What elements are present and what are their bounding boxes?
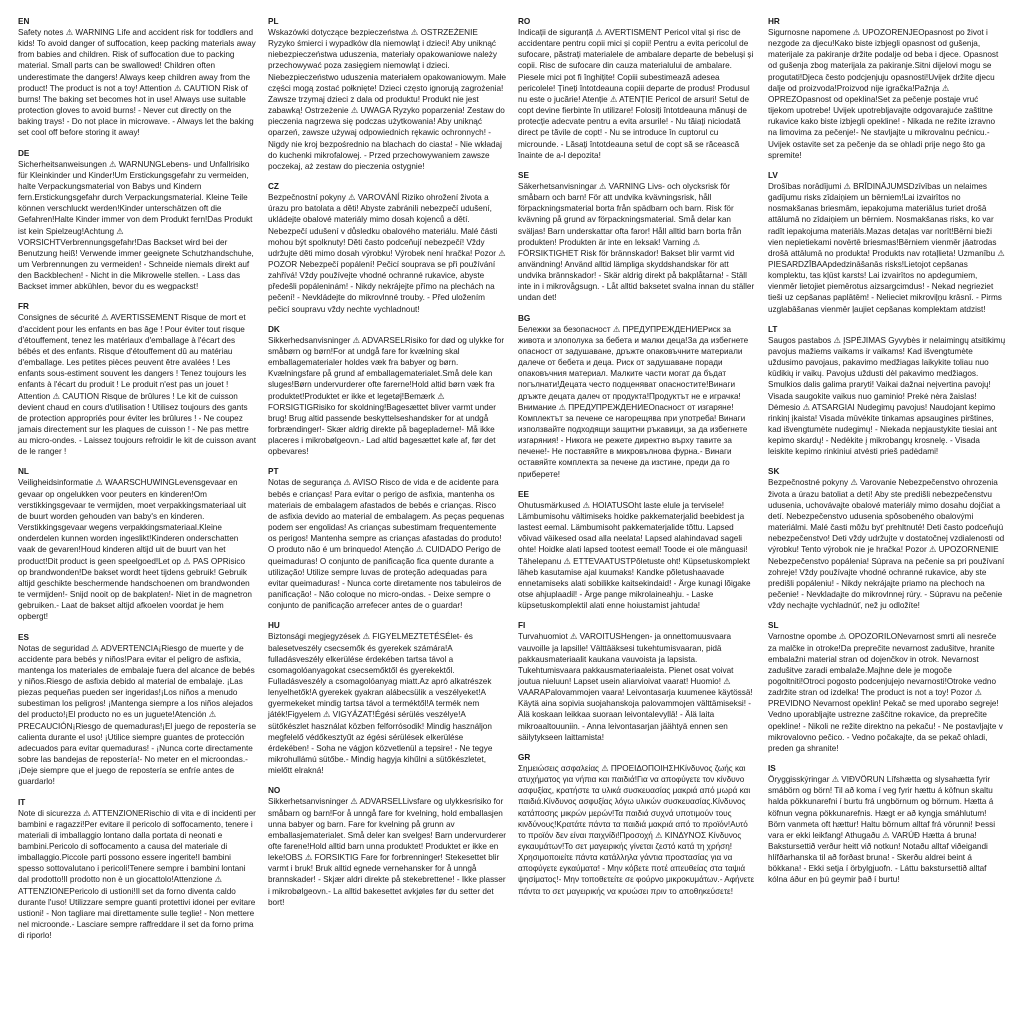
language-section-es xyxy=(18,632,256,788)
language-code: SE xyxy=(518,170,529,180)
text-column-1 xyxy=(18,16,256,1024)
language-section-ro xyxy=(518,16,756,161)
language-code: LT xyxy=(768,324,778,334)
safety-text: Notas de seguridad ⚠ ADVERTENCIA¡Riesgo de muerte y de accidente para bebés y niños!Para evitar el peligro de asfixia, mantenga los materiales de embalaje fuera del alcance de bebés y niños.Riesgo de asfixia debido al material de embalaje. ¡Las piezas pequeñas pueden ser ingeridas!¡Los niños a menudo subestiman los peligros! ¡Mantenga siempre a los niños alejados del producto!¡El producto no es un juguete!Atención ⚠ PRECAUCIÓN¡Riesgo de quemaduras!¡El juego de repostería se calienta durante el uso! ¡Utilice siempre guantes de protección adecuados para evitar quemaduras! - ¡Nunca corte directamente sobre las bandejas de repostería!- No meter en el microondas.- ¡Deje siempre que el juego de repostería se enfríe antes de guardarlo! xyxy=(18,643,257,787)
language-code: EE xyxy=(518,489,529,499)
language-code: RO xyxy=(518,17,531,26)
safety-text: Säkerhetsanvisningar ⚠ VARNING Livs- och olycksrisk för småbarn och barn! För att undvika kvävningsrisk, håll förpackningsmaterial borta från spädbarn och barn. Risk för kvävning på grund av förpackningsmaterial. Små delar kan sväljas! Barn underskattar ofta faror! Håll alltid barn borta från produkten! Produkten är inte en leksak! Varning ⚠ FÖRSIKTIGHET Risk för brännskador! Bakset blir varmt vid användning! Använd alltid lämpliga skyddshandskar för att undvika brännskador! - Skär aldrig direkt på bakplåtarna! - Ställ inte in i mikrovågsugn. - Låt alltid baksetet svalna innan du ställer undan det! xyxy=(518,181,755,303)
language-code: CZ xyxy=(268,182,279,192)
language-code: LV xyxy=(768,170,778,180)
language-section-fi xyxy=(518,620,756,743)
language-section-no xyxy=(268,785,506,908)
safety-text: Turvahuomiot ⚠ VAROITUSHengen- ja onnettomuusvaara vauvoille ja lapsille! Välttääksesi tukehtumisvaaran, pidä pakkausmateriaalit kaukana vauvoista ja lapsista. Tukehtumisvaara pakkausmateriaaleista. Pienet osat voivat joutua nieluun! Lapset usein aliarvioivat vaarat! Huomio! ⚠ VAARAPalovammojen vaara! Leivontasarja kuumenee käytössä! Käytä aina sopivia suojahanskoja palovammojen välttämiseksi! - Älä koskaan leikkaa suoraan leivontalevyllä! - Älä laita mikroaaltouuniin. - Anna leivontasarjan jäähtyä ennen sen säilytykseen laittamista! xyxy=(518,632,753,742)
language-section-fr xyxy=(18,301,256,457)
language-section-hr xyxy=(768,16,1006,161)
text-column-4 xyxy=(768,16,1006,1024)
safety-text: Sikkerhetsanvisninger ⚠ ADVARSELLivsfare og ulykkesrisiko for småbarn og barn!For å unngå fare for kvelning, hold emballasjen unna babyer og barn. Fare for kvelning på grunn av emballasjematerialet. Små deler kan svelges! Barn undervurderer ofte farene!Hold alltid barn unna produktet! Produktet er ikke en leke!OBS ⚠ FORSIKTIG Fare for forbrenninger! Stekesettet blir varmt i bruk! Bruk alltid egnede vernehansker for å unngå brannskader! - Skjær aldri direkte på stekebrettene! - Ikke plasser i mikrobølgeovn.- La alltid bakesettet avkjøles før du setter det bort! xyxy=(268,797,507,907)
language-section-gr xyxy=(518,752,756,897)
language-code: PT xyxy=(268,467,279,477)
safety-text: Veiligheidsinformatie ⚠ WAARSCHUWINGLevensgevaar en gevaar op ongelukken voor peuters en kinderen!Om verstikkingsgevaar te vermijden, moet verpakkingsmateriaal uit de buurt worden gehouden van baby's en kinderen. Verstikkingsgevaar wegens verpakkingsmateriaal.Kleine onderdelen kunnen worden ingeslikt!Kinderen onderschatten vaak de gevaren!Houd kinderen altijd uit de buurt van het product!Dit product is geen speelgoed!Let op ⚠ PAS OPRisico op brandwonden!De bakset wordt heet tijdens gebruik! Gebruik altijd geschikte beschermende handschoenen om brandwonden te vermijden!- Snijd nooit op de bakplaten!- Niet in de magnetron gebruiken.- Laat de bakset altijd afkoelen voordat je hem opbergt! xyxy=(18,478,252,622)
language-section-sk xyxy=(768,466,1006,611)
safety-text: Safety notes ⚠ WARNING Life and accident risk for toddlers and kids! To avoid danger of suffocation, keep packing materials away from babies and children. Risk of suffocation due to packing material. Small parts can be swallowed! Children often underestimate the dangers! Always keep children away from the product! The product is not a toy! Attention ⚠ CAUTION Risk of burns! The baking set becomes hot in use! Always use suitable protection gloves to avoid burns! - Never cut directly on the baking trays! - Do not place in microwave. - Always let the baking set cool off before storing it away! xyxy=(18,28,256,138)
language-code: DE xyxy=(18,148,30,158)
language-section-lt xyxy=(768,324,1006,458)
language-code: IT xyxy=(18,797,26,807)
language-section-dk xyxy=(268,324,506,458)
safety-text: Bezpečnostné pokyny ⚠ Varovanie Nebezpečenstvo ohrozenia života a úrazu batoliat a detí! Aby ste predišli nebezpečenstvu udusenia, uchovávajte obalové materiály mimo dosahu dojčiat a detí. Nebezpečenstvo udusenia spôsobeného obalovými materiálmi. Malé časti môžu byť prehltnuté! Deti často podceňujú nebezpečenstvo! Deti vždy udržujte v dostatočnej vzdialenosti od výrobku! Tento výrobok nie je hračka! Pozor ⚠ UPOZORNENIE Nebezpečenstvo popálenia! Súprava na pečenie sa pri používaní zohreje! Vždy používajte vhodné ochranné rukavice, aby ste predišli popáleniu! - Nikdy nekrájajte priamo na plechoch na pečenie! - Nevkladajte do mikrovlnnej rúry. - Súpravu na pečenie vždy nechajte vychladnúť, než ju odložíte! xyxy=(768,478,1005,611)
safety-text: Varnostne opombe ⚠ OPOZORILONevarnost smrti ali nesreče za malčke in otroke!Da preprečite nevarnost zadušitve, hranite embalažni material stran od dojenčkov in otrok. Nevarnost zadušitve zaradi embalaže.Majhne dele je mogoče pogoltniti!Otroci pogosto podcenjujejo nevarnosti!Otroke vedno zadržite stran od izdelka! The product is not a toy! Pozor ⚠ PREVIDNO Nevarnost opeklin! Pekač se med uporabo segreje! Vedno uporabljajte ustrezne zaščitne rokavice, da preprečite opekline! - Nikoli ne režite direktno na pekaču! - Ne postavljajte v mikrovalovno pečico. - Vedno počakajte, da se pekač ohladi, preden ga shranite! xyxy=(768,632,1003,753)
language-code: GR xyxy=(518,752,531,762)
safety-text: Wskazówki dotyczące bezpieczeństwa ⚠ OSTRZEŻENIE Ryzyko śmierci i wypadków dla niemowląt i dzieci! Aby uniknąć niebezpieczeństwa uduszenia, materiały opakowaniowe należy przechowywać poza zasięgiem niemowląt i dzieci. Niebezpieczeństwo uduszenia materiałem opakowaniowym. Małe części mogą zostać połknięte! Dzieci często ignorują zagrożenia! Zawsze trzymaj dzieci z dala od produktu! Produkt nie jest zabawką! Ostrzeżenie ⚠ UWAGA Ryzyko poparzenia! Zestaw do pieczenia nagrzewa się podczas użytkowania! Aby uniknąć oparzeń, zawsze używaj odpowiednich rękawic ochronnych! - Nigdy nie kroj bezpośrednio na blachach do ciasta! - Nie wkładaj do kuchenki mikrofalowej. - Przed przechowywaniem zawsze poczekaj, aż zestaw do pieczenia ostygnie! xyxy=(268,28,507,171)
language-code: FI xyxy=(518,621,526,631)
safety-text: Бележки за безопасност ⚠ ПРЕДУПРЕЖДЕНИЕРиск за живота и злополука за бебета и малки деца!За да избегнете опасност от задушаване, дръжте опаковъчните материали далече от бебета и деца. Риск от задушаване поради опаковъчния материал. Малките части могат да бъдат погълнати!Децата често подценяват опасностите!Винаги дръжте децата далеч от продукта!Продуктът не е играчка!Внимание ⚠ ПРЕДУПРЕЖДЕНИЕОпасност от изгаряне!Комплектът за печене се нагорещява при употреба! Винаги използвайте подходящи защитни ръкавици, за да избегнете изгаряния! - Никога не режете директно върху тавите за печене!- Не поставяйте в микровълнова фурна.- Винаги оставяйте комплекта за печене да изстине, преди да го приберете! xyxy=(518,324,749,479)
language-code: BG xyxy=(518,313,531,323)
safety-text: Indicații de siguranță ⚠ AVERTISMENT Pericol vital și risc de accidentare pentru copii mici și copii! Pentru a evita pericolul de sufocare, păstrați materialele de ambalare departe de bebeluși și copii. Risc de sufocare din cauza materialului de ambalare. Piesele mici pot fi înghițite! Copiii subestimează adesea pericolele! Țineți întotdeauna copiii departe de produs! Produsul nu este o jucărie! Atenție ⚠ ATENȚIE Pericol de arsuri! Setul de copt devine fierbinte în utilizare! Folosiți întotdeauna mănuși de protecție adecvate pentru a evita arsurile! - Nu tăiați niciodată direct pe tăvile de copt! - Nu se introduce în cuptorul cu microunde. - Lăsați întotdeauna setul de copt să se răcească înainte de a-l depozita! xyxy=(518,28,754,160)
text-column-3 xyxy=(518,16,756,1024)
safety-text: Sigurnosne napomene ⚠ UPOZORENJEOpasnost po život i nezgode za djecu!Kako biste izbjegli opasnost od gušenja, materijale za pakiranje držite podalje od beba i djece. Opasnost od gušenja zbog materijala za pakiranje.Sitni dijelovi mogu se progutati!Djeca često podcjenjuju opasnosti!Uvijek držite djecu dalje od proizvoda!Proizvod nije igračka!Pažnja ⚠ OPREZOpasnost od opeklina!Set za pečenje postaje vruć tijekom upotrebe! Uvijek upotrebljavajte odgovarajuće zaštitne rukavice kako biste izbjegli opekline! - Nikada ne režite izravno na limovima za pečenje!- Ne stavljajte u mikrovalnu pećnicu.- Uvijek ostavite set za pečenje da se ohladi prije nego što ga spremite! xyxy=(768,28,999,160)
safety-text: Biztonsági megjegyzések ⚠ FIGYELMEZTETÉSÉlet- és balesetveszély csecsemők és gyerekek számára!A fulladásveszély elkerülése érdekében tartsa távol a csomagolóanyagokat csecsemőktől és gyerekektől. Fulladásveszély a csomagolóanyag miatt.Az apró alkatrészek lenyelhetők!A gyerekek gyakran alábecsülik a veszélyeket!A gyermekeket mindig tartsa távol a terméktől!A termék nem játék!Figyelem ⚠ VIGYÁZAT!Égési sérülés veszélye!A sütőkészlet használat közben felforrósodik! Mindig használjon megfelelő védőkesztyűt az égési sérülések elkerülése érdekében! - Soha ne vágjon közvetlenül a tepsire! - Ne tegye mikrohullámú sütőbe.- Mindig hagyja kihűlni a sütőkészletet, mielőtt elrakná! xyxy=(268,632,493,776)
language-section-lv xyxy=(768,170,1006,315)
language-code: IS xyxy=(768,764,776,774)
language-section-bg xyxy=(518,313,756,480)
language-section-pt xyxy=(268,466,506,611)
safety-text: Ohutusmärkused ⚠ HOIATUSOht laste elule ja tervisele! Lämbumisohu vältimiseks hoidke pakkematerjalid beebidest ja lastest eemal. Lämbumisoht pakkematerjalide tõttu. Lapsed võivad väikesed osad alla neelata! Lapsed alahindavad sageli ohte! Hoidke alati lapsed tootest eemal! Toode ei ole mänguasi! Tähelepanu ⚠ ETTEVAATUSTPõletuste oht! Küpsetuskomplekt läheb kasutamise ajal kuumaks! Kandke põletushaavade ennetamiseks alati sobilikke kaitsekindaid! - Ärge kunagi lõigake otse ahjuplaadil! - Ärge pange mikrolaineahju. - Laske küpsetuskomplektil alati enne hoiustamist jahtuda! xyxy=(518,500,751,611)
safety-text: Saugos pastabos ⚠ ĮSPĖJIMAS Gyvybės ir nelaimingų atsitikimų pavojus mažiems vaikams ir vaikams! Kad išvengtumėte uždusimo pavojaus, pakavimo medžiagas laikykite toliau nuo kūdikių ir vaikų. Pavojus uždusti dėl pakavimo medžiagos. Smulkios dalis galima praryti! Vaikai dažnai neįvertina pavojų! Visada saugokite vaikus nuo gaminio! Prekė nėra žaislas! Dėmesio ⚠ ATSARGIAI Nudegimų pavojus! Naudojant kepimo rinkinį įkaista! Visada mūvėkite tinkamas apsaugines pirštines, kad išvengtumėte nudegimų! - Niekada nepjaustykite tiesiai ant kepimo skardų! - Nedėkite į mikrobangų krosnelę. - Visada leiskite kepimo rinkiniui atvėsti prieš padėdami! xyxy=(768,335,1006,457)
text-column-2 xyxy=(268,16,506,1024)
language-code: ES xyxy=(18,632,29,642)
language-section-sl xyxy=(768,620,1006,754)
language-code: NO xyxy=(268,786,281,796)
language-code: HR xyxy=(768,17,780,26)
safety-text: Öryggisskýringar ⚠ VIÐVÖRUN Lífshætta og slysahætta fyrir smábörn og börn! Til að koma í veg fyrir hættu á köfnun skaltu halda pökkunarefni í burtu frá ungbörnum og börnum. Hætta á köfnun vegna pökkunarefnis. Hægt er að kyngja smáhlutum! Börn vanmeta oft hættur! Haltu börnum alltaf frá vörunni! Þessi vara er ekki leikfang! Athugaðu ⚠ VARÚÐ Hætta á bruna! Bakstursettið verður heitt við notkun! Notaðu alltaf viðeigandi hlífðarhanska til að forðast bruna! - Skerðu aldrei beint á bökkana! - Ekki setja í örbylgjuofn. - Láttu bakstursettið alltaf kólna áður en þú geymir það í burtu! xyxy=(768,775,996,885)
language-code: DK xyxy=(268,324,280,334)
language-code: FR xyxy=(18,302,29,312)
language-code: NL xyxy=(18,467,29,477)
language-section-cz xyxy=(268,181,506,315)
language-section-de xyxy=(18,148,256,293)
language-code: PL xyxy=(268,17,279,26)
safety-text: Sikkerhedsanvisninger ⚠ ADVARSELRisiko for død og ulykke for småbørn og børn!For at undgå fare for kvælning skal emballagematerialer holdes væk fra babyer og børn. Kvælningsfare på grund af emballagematerialet.Små dele kan sluges!Børn undervurderer ofte farerne!Hold altid børn væk fra produktet!Produktet er ikke et legetøj!Bemærk ⚠ FORSIGTIGRisiko for skoldning!Bagesættet bliver varmt under brug! Brug altid passende beskyttelseshandsker for at undgå forbrændinger!- Skær aldrig direkte på bagepladerne!- Må ikke placeres i mikrobølgeovn.- Lad altid bagesættet køle af, før det opbevares! xyxy=(268,335,505,457)
safety-text: Note di sicurezza ⚠ ATTENZIONERischio di vita e di incidenti per bambini e ragazzi!Per evitare il pericolo di soffocamento, tenere i materiali di imballaggio lontano dalla portata di neonati e bambini.Pericolo di soffocamento a causa del materiale di imballaggio.Piccole parti possono essere ingerite!I bambini spesso sottovalutano i pericoli!Tenere sempre i bambini lontani dal prodotto!Il prodotto non è un giocattolo!Attenzione ⚠ ATTENZIONEPericolo di ustioni!Il set da forno diventa caldo durante l'uso! Utilizzare sempre guanti protettivi idonei per evitare ustioni! - Non tagliare mai direttamente sulle teglie! - Non mettere nel microonde.- Lasciare sempre raffreddare il set da forno prima di riporlo! xyxy=(18,808,256,941)
language-section-hu xyxy=(268,620,506,776)
language-code: SL xyxy=(768,621,779,631)
language-code: SK xyxy=(768,467,780,477)
language-section-pl xyxy=(268,16,506,172)
safety-text: Sicherheitsanweisungen ⚠ WARNUNGLebens- und Unfallrisiko für Kleinkinder und Kinder!Um Erstickungsgefahr zu vermeiden, halte Verpackungsmaterial von Babys und Kindern fern.Erstickungsgefahr durch Verpackungsmaterial. Kleine Teile können verschluckt werden!Kinder unterschätzen oft die Gefahren!Halte Kinder immer von dem Produkt fern!Das Produkt ist kein Spielzeug!Achtung ⚠ VORSICHTVerbrennungsgefahr!Das Backset wird bei der Benutzung heiß! Verwende immer geeignete Schutzhandschuhe, um Verbrennungen zu vermeiden! - Schneide niemals direkt auf den Backblechen! - Nicht in die Mikrowelle stellen. - Lass das Backset immer abkühlen, bevor du es wegpackst! xyxy=(18,159,254,292)
safety-text: Consignes de sécurité ⚠ AVERTISSEMENT Risque de mort et d'accident pour les enfants en bas âge ! Pour éviter tout risque d'étouffement, tenez les matériaux d'emballage à l'écart des bébés et des enfants. Risque d'étouffement dû au matériau d'emballage. Les petites pièces peuvent être avalées ! Les enfants sous-estiment souvent les dangers ! Tenez toujours les enfants à l'écart du produit ! Le produit n'est pas un jouet ! Attention ⚠ CAUTION Risque de brûlures ! Le kit de cuisson devient chaud en cours d'utilisation ! Utilisez toujours des gants de protection appropriés pour éviter les brûlures ! - Ne coupez jamais directement sur les plaques de cuisson ! - Ne pas mettre au micro-ondes. - Laissez toujours refroidir le kit de cuisson avant de le ranger ! xyxy=(18,313,257,457)
language-section-it xyxy=(18,797,256,942)
safety-text: Drošības norādījumi ⚠ BRĪDINĀJUMSDzīvības un nelaimes gadījumu risks zīdaiņiem un bērniem!Lai izvairītos no nosmakšanas briesmām, iepakojuma materiālus turiet drošā attālumā no zīdaiņiem un bērniem. Nosmakšanas risks, ko var radīt iepakojuma materiāls.Mazas detaļas var norīt!Bērni bieži vien nepietiekami novērtē briesmas!Bērniem vienmēr jāatrodas drošā attālumā no produkta! Produkts nav rotaļlieta! Uzmanību ⚠ PIESARDZĪBAApdedzināšanās risks!Lietojot cepšanas komplektu, tas kļūst karsts! Lai izvairītos no apdegumiem, vienmēr lietojiet piemērotus aizsargcimdus! - Nekad negrieziet tieši uz cepšanas paplātēm! - Nelieciet mikroviļņu krāsnī. - Pirms uzglabāšanas vienmēr ļaujiet cepšanas komplektam atdzist! xyxy=(768,181,1005,314)
language-section-is xyxy=(768,763,1006,886)
language-code: EN xyxy=(18,17,30,26)
safety-text: Σημειώσεις ασφαλείας ⚠ ΠΡΟΕΙΔΟΠΟΙΗΣΗΚίνδυνος ζωής και ατυχήματος για νήπια και παιδιά!Για να αποφύγετε τον κίνδυνο ασφυξίας, κρατήστε τα υλικά συσκευασίας μακριά από μωρά και παιδιά.Κίνδυνος ασφυξίας λόγω υλικών συσκευασίας.Κίνδυνος κατάποσης μικρών μερών!Τα παιδιά συχνά υποτιμούν τους κινδύνους!Κρατάτε πάντα τα παιδιά μακριά από το προϊόν!Αυτό το προϊόν δεν είναι παιχνίδι!Προσοχή ⚠ ΚΙΝΔΥΝΟΣ Κίνδυνος εγκαυμάτων!Το σετ μαγειρικής γίνεται ζεστό κατά τη χρήση! Χρησιμοποιείτε πάντα κατάλληλα γάντια προστασίας για να αποφύγετε εγκαύματα! - Μην κόβετε ποτέ απευθείας στα ταψιά ψησίματος!- Μην τοποθετείτε σε φούρνο μικροκυμάτων.- Αφήνετε πάντα το σετ μαγειρικής να κρυώσει πριν το αποθηκεύσετε! xyxy=(518,763,755,896)
language-section-en xyxy=(18,16,256,139)
language-section-nl xyxy=(18,466,256,622)
language-section-se xyxy=(518,170,756,304)
language-section-ee xyxy=(518,489,756,612)
safety-text: Bezpečnostní pokyny ⚠ VAROVÁNÍ Riziko ohrožení života a úrazu pro batolata a děti! Abyste zabránili nebezpečí udušení, ukládejte obalové materiály mimo dosah kojenců a dětí. Nebezpečí udušení v důsledku obalového materiálu. Malé části mohou být spolknuty! Děti často podceňují nebezpečí! Vždy udržujte děti mimo dosah výrobku! Výrobek není hračka! Pozor ⚠ POZOR Nebezpečí popálení! Pečicí souprava se při používání zahřívá! Vždy používejte vhodné ochranné rukavice, abyste předešli popáleninám! - Nikdy nekrájejte přímo na plechách na pečení! - Nevkládejte do mikrovlnné trouby. - Před uložením pečicí soupravu vždy nechte vychladnout! xyxy=(268,193,506,314)
safety-text: Notas de segurança ⚠ AVISO Risco de vida e de acidente para bebés e crianças! Para evitar o perigo de asfixia, mantenha os materiais de embalagem afastados de bebés e crianças. Risco de asfixia devido ao material de embalagem. As peças pequenas podem ser engolidas! As crianças subestimam frequentemente os perigos! Mantenha sempre as crianças afastadas do produto! O produto não é um brinquedo! Atenção ⚠ CUIDADO Perigo de queimaduras! O conjunto de panificação fica quente durante a utilização! Utilize sempre luvas de proteção adequadas para evitar queimaduras! - Nunca corte diretamente nos tabuleiros de panificação! - Não coloque no micro-ondas. - Deixe sempre o conjunto de panificação arrefecer antes de o guardar! xyxy=(268,478,505,611)
language-code: HU xyxy=(268,621,280,631)
